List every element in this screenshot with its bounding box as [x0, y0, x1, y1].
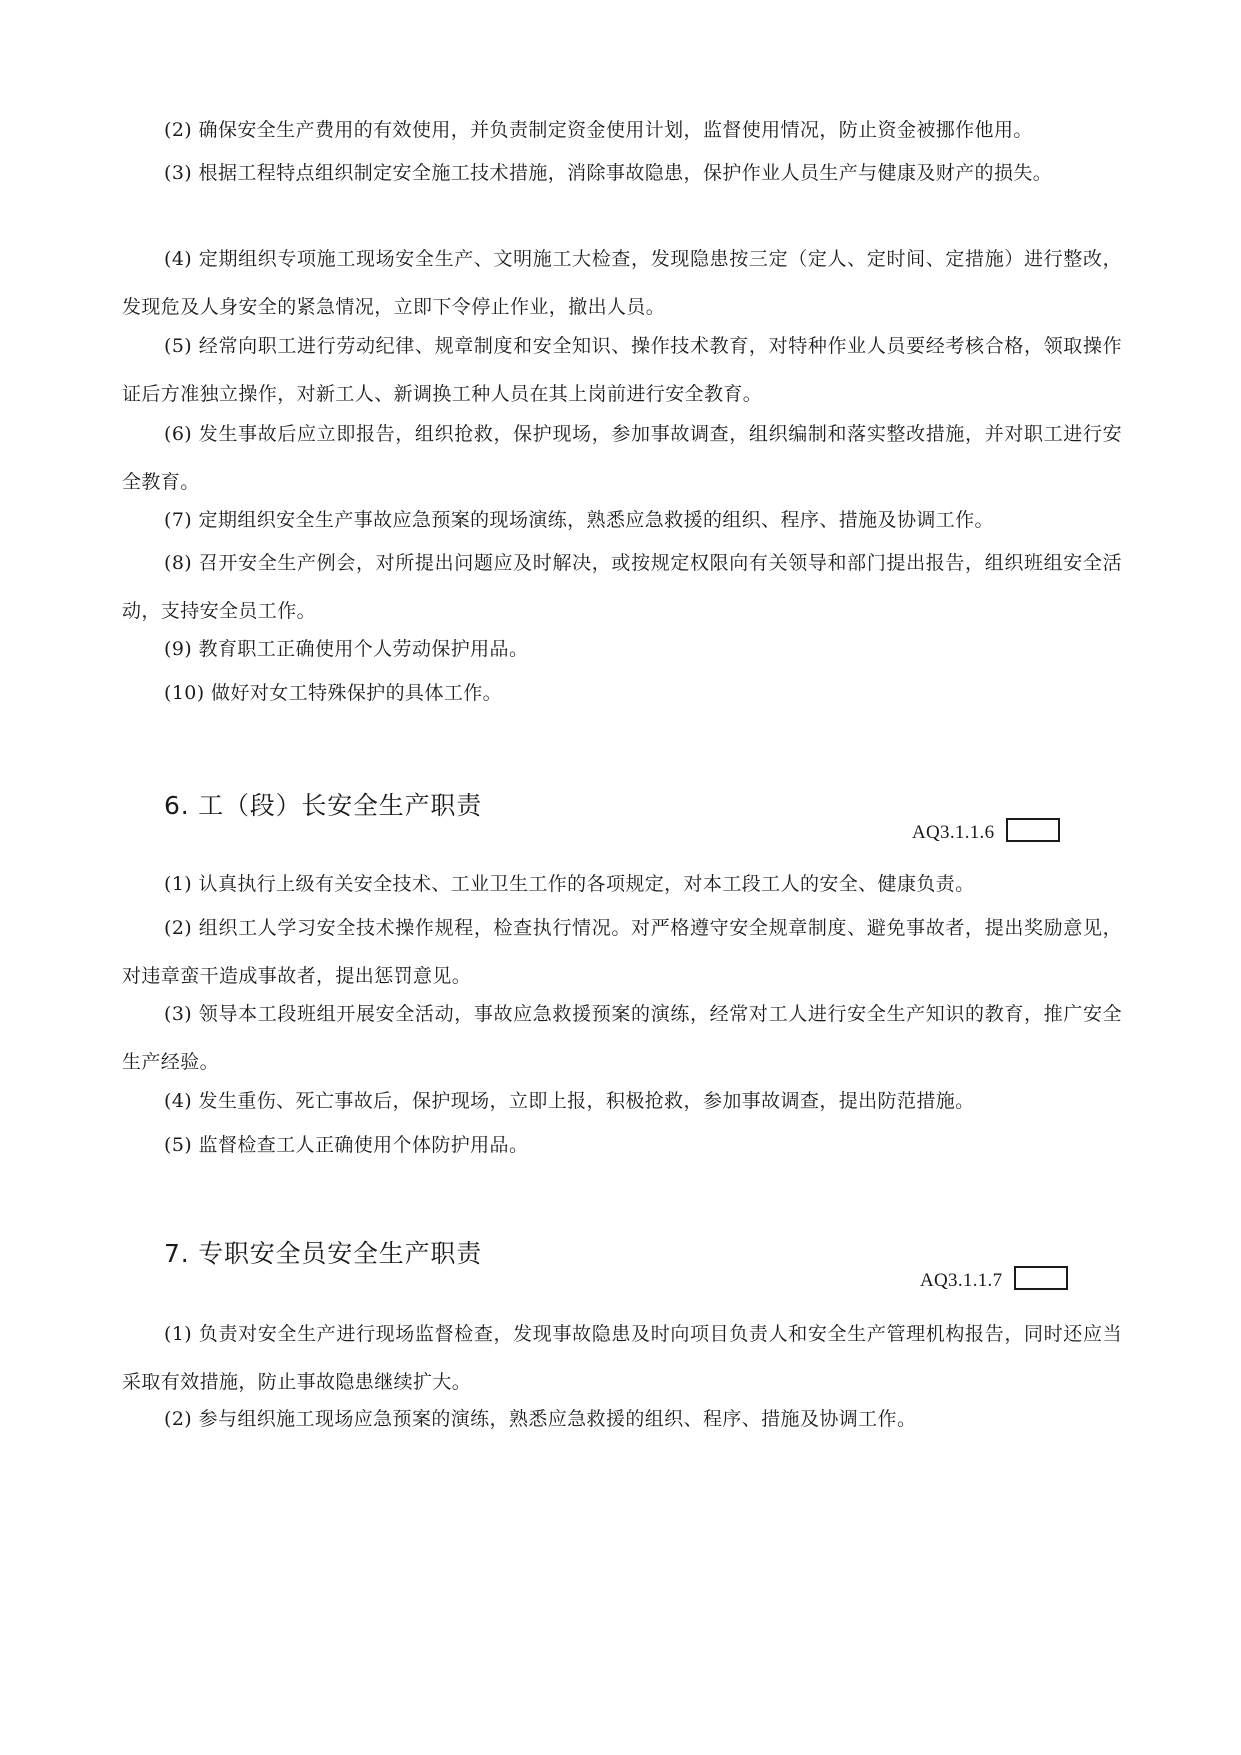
section6-code: AQ3.1.1.6 — [912, 822, 995, 843]
section6-item-5: (5) 监督检查工人正确使用个体防护用品。 — [164, 1134, 529, 1156]
section7-item-2: (2) 参与组织施工现场应急预案的演练，熟悉应急救援的组织、程序、措施及协调工作。 — [164, 1408, 917, 1430]
section6-item-2: (2) 组织工人学习安全技术操作规程，检查执行情况。对严格遵守安全规章制度、避免事故者，提出奖励意见，对违章蛮干造成事故者，提出惩罚意见。 — [122, 917, 1122, 987]
section5-item-10: (10) 做好对女工特殊保护的具体工作。 — [164, 682, 503, 704]
section7-check-box[interactable] — [1014, 1266, 1068, 1290]
section5-item-7: (7) 定期组织安全生产事故应急预案的现场演练，熟悉应急救援的组织、程序、措施及协调工作。 — [164, 509, 994, 531]
section7-item-1: (1) 负责对安全生产进行现场监督检查，发现事故隐患及时向项目负责人和安全生产管理机构报告，同时还应当采取有效措施，防止事故隐患继续扩大。 — [122, 1323, 1122, 1393]
section5-item-2: (2) 确保安全生产费用的有效使用，并负责制定资金使用计划，监督使用情况，防止资金被挪作他用。 — [164, 119, 1033, 141]
section5-item-9: (9) 教育职工正确使用个人劳动保护用品。 — [164, 638, 529, 660]
section6-check-box[interactable] — [1006, 818, 1060, 842]
section6-item-3: (3) 领导本工段班组开展安全活动，事故应急救援预案的演练，经常对工人进行安全生产知识的教育，推广安全生产经验。 — [122, 1003, 1122, 1073]
section5-item-4: (4) 定期组织专项施工现场安全生产、文明施工大检查，发现隐患按三定（定人、定时间、定措施）进行整改，发现危及人身安全的紧急情况，立即下令停止作业，撤出人员。 — [122, 248, 1122, 318]
section7-heading: 7. 专职安全员安全生产职责 — [164, 1239, 483, 1268]
section5-item-5: (5) 经常向职工进行劳动纪律、规章制度和安全知识、操作技术教育，对特种作业人员要经考核合格，领取操作证后方准独立操作，对新工人、新调换工种人员在其上岗前进行安全教育。 — [122, 335, 1122, 405]
section6-heading: 6. 工（段）长安全生产职责 — [164, 791, 483, 820]
section5-item-8: (8) 召开安全生产例会，对所提出问题应及时解决，或按规定权限向有关领导和部门提出报告，组织班组安全活动，支持安全员工作。 — [122, 552, 1122, 622]
section7-code-row — [920, 1264, 1068, 1292]
section7-code: AQ3.1.1.7 — [920, 1270, 1003, 1291]
section6-item-1: (1) 认真执行上级有关安全技术、工业卫生工作的各项规定，对本工段工人的安全、健康负责。 — [164, 873, 975, 895]
section5-item-3: (3) 根据工程特点组织制定安全施工技术措施，消除事故隐患，保护作业人员生产与健康及财产的损失。 — [164, 162, 1053, 184]
section6-code-row — [912, 816, 1060, 844]
section5-item-6: (6) 发生事故后应立即报告，组织抢救，保护现场，参加事故调查，组织编制和落实整改措施，并对职工进行安全教育。 — [122, 423, 1122, 493]
section6-item-4: (4) 发生重伤、死亡事故后，保护现场，立即上报，积极抢救，参加事故调查，提出防范措施。 — [164, 1090, 975, 1112]
